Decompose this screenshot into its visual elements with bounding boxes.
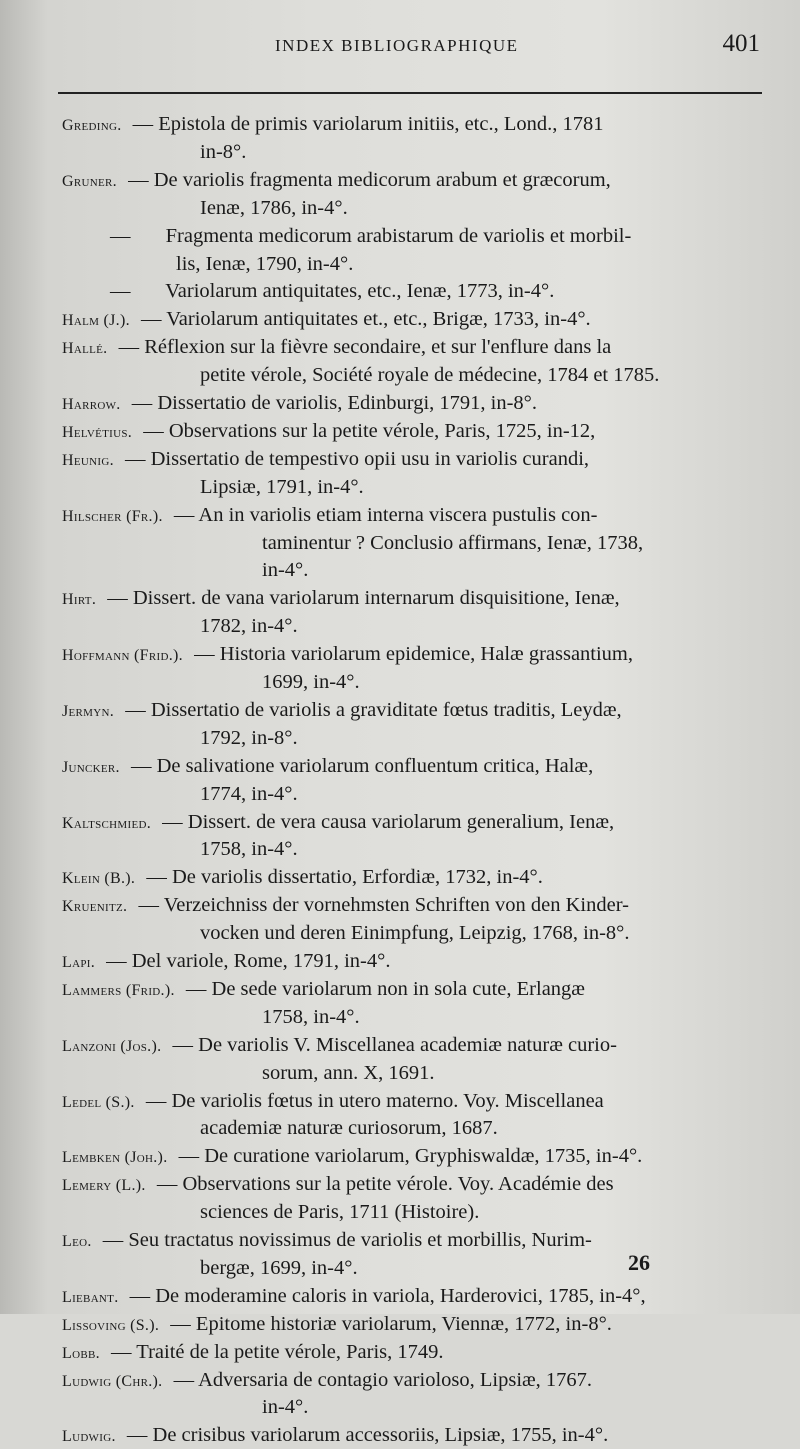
- entry-text: — Dissertatio de variolis a graviditate fœtus traditis, Leydæ,: [120, 698, 622, 721]
- entry-author: Heunig.: [62, 451, 114, 469]
- entry-text: — Del variole, Rome, 1791, in-4°.: [101, 950, 391, 972]
- entry-continuation-line: Ienæ, 1786, in-4°.: [200, 196, 348, 219]
- entry-first-line: [62, 335, 611, 361]
- entry-text: — De crisibus variolarum accessoriis, Lipsiæ, 1755, in-4°.: [121, 1424, 609, 1447]
- entry-text: — De curatione variolarum, Gryphiswaldæ, 1735, in-4°.: [173, 1145, 643, 1168]
- entry-text: — De variolis V. Miscellanea academiæ naturæ curio-: [167, 1033, 617, 1056]
- entry-text: — Dissert. de vana variolarum internarum disquisitione, Ienæ,: [102, 587, 620, 610]
- entry-first-line: [62, 642, 633, 668]
- entry-author: Greding.: [62, 117, 122, 134]
- entry-text: — De variolis dissertatio, Erfordiæ, 1732, in-4°.: [141, 866, 543, 889]
- entry-continuation-line: 1758, in-4°.: [200, 838, 298, 861]
- entry-author: Kaltschmied.: [62, 814, 152, 832]
- entry-continuation-line: vocken und deren Einimpfung, Leipzig, 1768, in-8°.: [200, 922, 630, 945]
- entry-first-line: [62, 1089, 604, 1115]
- page-number: 401: [722, 30, 760, 57]
- entry-text: — Historia variolarum epidemice, Halæ grassantium,: [188, 643, 634, 666]
- entry-text: — Adversaria de contagio varioloso, Lipsiæ, 1767.: [168, 1368, 593, 1391]
- entry-author: Leo.: [62, 1233, 92, 1250]
- entry-author: Helvétius.: [62, 423, 133, 441]
- entry-author: —: [110, 224, 131, 247]
- entry-author: —: [110, 280, 131, 303]
- entry-text: — Traité de la petite vérole, Paris, 1749.: [105, 1340, 444, 1363]
- entry-continuation-line: academiæ naturæ curiosorum, 1687.: [200, 1117, 498, 1140]
- entry-author: Jermyn.: [62, 702, 115, 720]
- entry-text: — Epistola de primis variolarum initiis, etc., Lond., 1781: [127, 113, 604, 135]
- entry-continuation-line: in-8°.: [200, 140, 247, 163]
- entry-text: — De moderamine caloris in variola, Harderovici, 1785, in-4°,: [124, 1284, 646, 1307]
- entry-text: — De salivatione variolarum confluentum critica, Halæ,: [125, 754, 594, 777]
- entry-first-line: [62, 1033, 617, 1059]
- entry-author: Ludwig.: [62, 1428, 116, 1446]
- entry-first-line: [62, 447, 589, 473]
- entry-continuation-line: taminentur ? Conclusio affirmans, Ienæ, 1738,: [262, 531, 644, 554]
- entry-continuation-line: lis, Ienæ, 1790, in-4°.: [176, 252, 354, 275]
- entry-continuation-line: 1792, in-8°.: [200, 726, 298, 749]
- entry-text: — Seu tractatus novissimus de variolis et morbillis, Nurim-: [97, 1229, 592, 1251]
- header-rule: [58, 92, 762, 94]
- entry-first-line: [62, 1368, 592, 1394]
- entry-text: — Réflexion sur la fièvre secondaire, et sur l'enflure dans la: [113, 336, 612, 359]
- entry-text: — Epitome historiæ variolarum, Viennæ, 1772, in-8°.: [165, 1312, 612, 1335]
- entry-text: — Dissertatio de tempestivo opii usu in variolis curandi,: [119, 447, 590, 470]
- entry-author: Harrow.: [62, 396, 121, 413]
- entry-continuation-line: bergæ, 1699, in-4°.: [200, 1256, 358, 1279]
- entry-author: Halm (J.).: [62, 312, 130, 330]
- entry-author: Lobb.: [62, 1344, 100, 1362]
- entry-first-line: [62, 1312, 612, 1338]
- entry-first-line: [62, 698, 622, 724]
- entry-continuation-line: in-4°.: [262, 1396, 309, 1419]
- entry-continuation-line: sciences de Paris, 1711 (Histoire).: [200, 1201, 480, 1224]
- entry-continuation-line: 1774, in-4°.: [200, 782, 298, 805]
- entry-first-line: [62, 1172, 614, 1198]
- entry-continuation-line: 1699, in-4°.: [262, 671, 360, 693]
- entry-first-line: [62, 949, 390, 975]
- entry-first-line: [62, 1144, 642, 1170]
- entry-continuation-line: 1758, in-4°.: [262, 1005, 360, 1028]
- entry-author: Gruner.: [62, 172, 117, 190]
- entry-first-line: [62, 977, 585, 1003]
- entry-author: Ledel (S.).: [62, 1093, 135, 1111]
- entry-first-line: [62, 168, 611, 194]
- entry-text: — An in variolis etiam interna viscera pustulis con-: [168, 503, 598, 526]
- entry-first-line: [62, 503, 598, 529]
- entry-text: Variolarum antiquitates, etc., Ienæ, 1773, in-4°.: [160, 280, 555, 303]
- entry-continuation-line: Lipsiæ, 1791, in-4°.: [200, 475, 364, 498]
- entry-author: Juncker.: [62, 758, 120, 776]
- entry-author: Lissoving (S.).: [62, 1316, 160, 1334]
- entry-text: Fragmenta medicorum arabistarum de variolis et morbil-: [160, 224, 632, 247]
- running-title: INDEX BIBLIOGRAPHIQUE: [275, 36, 519, 55]
- entry-first-line: [62, 1423, 608, 1449]
- entry-first-line: [62, 1284, 646, 1310]
- entry-author: Lembken (Joh.).: [62, 1149, 168, 1167]
- entry-first-line: [62, 307, 591, 333]
- entry-first-line: [62, 810, 614, 836]
- entry-first-line: [62, 419, 595, 445]
- entry-first-line: [62, 391, 537, 417]
- entry-author: Hirt.: [62, 591, 97, 609]
- entry-continuation-line: in-4°.: [262, 559, 309, 582]
- signature-mark: 26: [628, 1250, 650, 1275]
- entry-first-line: [62, 893, 629, 919]
- entry-author: Kruenitz.: [62, 898, 128, 916]
- entry-author: Hoffmann (Frid.).: [62, 647, 183, 665]
- entry-author: Lammers (Frid.).: [62, 981, 175, 999]
- entry-text: — Dissert. de vera causa variolarum generalium, Ienæ,: [157, 810, 615, 833]
- entry-author: Hilscher (Fr.).: [62, 507, 163, 525]
- entry-first-line: [62, 1228, 592, 1254]
- entry-text: — Dissertatio de variolis, Edinburgi, 1791, in-8°.: [126, 392, 537, 414]
- entry-text: — Verzeichniss der vornehmsten Schriften von den Kinder-: [133, 894, 629, 917]
- entry-first-line: [62, 586, 620, 612]
- entry-author: Lanzoni (Jos.).: [62, 1037, 162, 1055]
- entry-text: — De variolis fragmenta medicorum arabum et græcorum,: [122, 168, 611, 191]
- entry-continuation-line: petite vérole, Société royale de médecine, 1784 et 1785.: [200, 364, 660, 387]
- entry-first-line: [110, 224, 631, 248]
- entry-first-line: [62, 865, 543, 891]
- entry-first-line: [62, 754, 593, 780]
- entry-text: — Variolarum antiquitates et., etc., Brigæ, 1733, in-4°.: [135, 308, 591, 331]
- entry-author: Klein (B.).: [62, 870, 136, 888]
- entry-author: Liebant.: [62, 1288, 119, 1306]
- entry-text: — Observations sur la petite vérole, Paris, 1725, in-12,: [138, 419, 596, 442]
- running-head: [60, 30, 760, 64]
- entry-text: — De variolis fœtus in utero materno. Voy. Miscellanea: [140, 1089, 604, 1112]
- entry-first-line: [110, 279, 554, 303]
- entry-first-line: [62, 112, 604, 138]
- entry-first-line: [62, 1340, 444, 1366]
- entry-author: Lemery (L.).: [62, 1177, 146, 1195]
- entry-continuation-line: 1782, in-4°.: [200, 615, 298, 638]
- entry-author: Hallé.: [62, 340, 108, 358]
- entry-text: — De sede variolarum non in sola cute, Erlangæ: [180, 977, 585, 1000]
- entry-text: — Observations sur la petite vérole. Voy. Académie des: [151, 1173, 614, 1196]
- entry-author: Lapi.: [62, 954, 95, 971]
- entry-continuation-line: sorum, ann. X, 1691.: [262, 1061, 435, 1084]
- entry-author: Ludwig (Chr.).: [62, 1372, 163, 1390]
